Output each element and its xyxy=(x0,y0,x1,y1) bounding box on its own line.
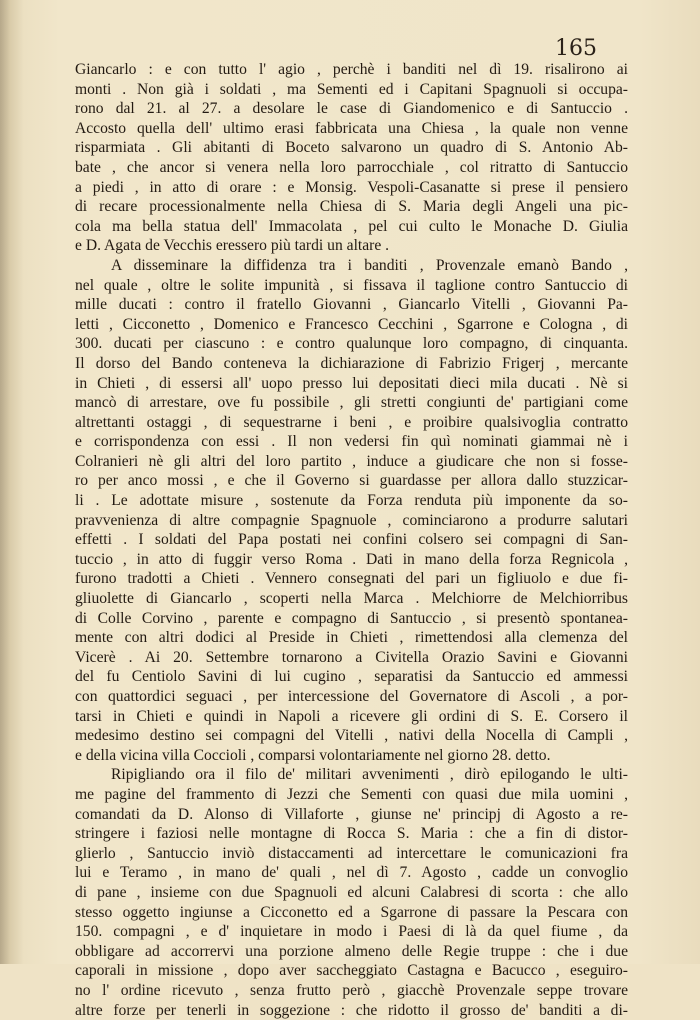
page-number: 165 xyxy=(555,36,597,61)
text-line: Ripigliando ora il filo de' militari avvenimenti , dirò epilogando le ulti- xyxy=(75,765,628,785)
text-line: mancò di arrestare, ove fu possibile , gli stretti congiunti de' partigiani come xyxy=(75,393,628,413)
text-line: letti , Cicconetto , Domenico e Francesco Cecchini , Sgarrone e Cologna , di xyxy=(75,315,628,335)
text-line: A disseminare la diffidenza tra i banditi , Provenzale emanò Bando , xyxy=(75,256,628,276)
text-line: me pagine del frammento di Jezzi che Sementi con quasi due mila uomini , xyxy=(75,785,628,805)
text-line: e corrispondenza con essi . Il non vedersi fin quì nominati giammai nè i xyxy=(75,432,628,452)
text-line: cola ma bella statua dell' Immacolata , pel cui culto le Monache D. Giulia xyxy=(75,217,628,237)
text-line: stringere i faziosi nelle montagne di Rocca S. Maria : che a fin di distor- xyxy=(75,824,628,844)
text-line: di Colle Corvino , parente e compagno di Santuccio , si presentò spontanea- xyxy=(75,609,628,629)
text-line: altre forze per tenerli in soggezione : che ridotto il grosso de' banditi a di- xyxy=(75,1001,628,1020)
text-line: lui e Teramo , in mano de' quali , nel dì 7. Agosto , cadde un convoglio xyxy=(75,863,628,883)
text-line: rono dal 21. al 27. a desolare le case di Giandomenico e di Santuccio . xyxy=(75,99,628,119)
text-line: obbligare ad accorrervi una porzione almeno delle Regie truppe : che i due xyxy=(75,942,628,962)
text-line: nel quale , oltre le solite impunità , si fissava il taglione contro Santuccio di xyxy=(75,276,628,296)
text-line: furono tradotti a Chieti . Vennero consegnati del pari un figliuolo e due fi- xyxy=(75,569,628,589)
text-line: con quattordici seguaci , per intercessione del Governatore di Ascoli , a por- xyxy=(75,687,628,707)
text-line: del fu Centiolo Savini di lui cugino , separatisi da Santuccio ed ammessi xyxy=(75,667,628,687)
text-line: 300. ducati per ciascuno : e contro qualunque loro compagno, di cinquanta. xyxy=(75,334,628,354)
text-line: tarsi in Chieti e quindi in Napoli a ricevere gli ordini di S. E. Corsero il xyxy=(75,707,628,727)
text-line: mente con altri dodici al Preside in Chieti , rimettendosi alla clemenza del xyxy=(75,628,628,648)
text-line: mille ducati : contro il fratello Giovanni , Giancarlo Vitelli , Giovanni Pa- xyxy=(75,295,628,315)
text-line: Giancarlo : e con tutto l' agio , perchè i banditi nel dì 19. risalirono ai xyxy=(75,60,628,80)
text-line: Accosto quella dell' ultimo erasi fabbricata una Chiesa , la quale non venne xyxy=(75,119,628,139)
text-line: bate , che ancor si venera nella loro parrocchiale , col ritratto di Santuccio xyxy=(75,158,628,178)
text-line: effetti . I soldati del Papa postati nei confini colsero sei compagni di San- xyxy=(75,530,628,550)
text-line: 150. compagni , e d' inquietare in modo i Paesi di là da quel fiume , da xyxy=(75,922,628,942)
text-line: risparmiata . Gli abitanti di Boceto salvarono un quadro di S. Antonio Ab- xyxy=(75,138,628,158)
text-line: a piedi , in atto di orare : e Monsig. Vespoli-Casanatte si prese il pensiero xyxy=(75,178,628,198)
text-line: monti . Non già i soldati , ma Sementi ed i Capitani Spagnuoli si occupa- xyxy=(75,80,628,100)
text-line: stesso oggetto ingiunse a Cicconetto ed a Sgarrone di passare la Pescara con xyxy=(75,903,628,923)
text-line: in Chieti , di essersi all' uopo presso lui depositati dieci mila ducati . Nè si xyxy=(75,374,628,394)
body-text xyxy=(75,60,628,1020)
text-line: Il dorso del Bando conteneva la dichiarazione di Fabrizio Frigerj , mercante xyxy=(75,354,628,374)
text-line: glierlo , Santuccio inviò distaccamenti ad intercettare le comunicazioni fra xyxy=(75,844,628,864)
text-line: e D. Agata de Vecchis eressero più tardi un altare . xyxy=(75,236,628,256)
text-line: caporali in missione , dopo aver saccheggiato Castagna e Bacucco , eseguiro- xyxy=(75,961,628,981)
text-line: e della vicina villa Coccioli , comparsi volontariamente nel giorno 28. detto. xyxy=(75,746,628,766)
text-line: di recare processionalmente nella Chiesa di S. Maria degli Angeli una pic- xyxy=(75,197,628,217)
text-line: li . Le adottate misure , sostenute da Forza renduta più imponente da so- xyxy=(75,491,628,511)
text-line: gliuolette di Giancarlo , scoperti nella Marca . Melchiorre de Melchiorribus xyxy=(75,589,628,609)
text-line: medesimo destino sei compagni del Vitelli , nativi della Nocella di Campli , xyxy=(75,726,628,746)
text-line: tuccio , in atto di fuggir verso Roma . Dati in mano della forza Regnicola , xyxy=(75,550,628,570)
text-line: di pane , insieme con due Spagnuoli ed alcuni Calabresi di scorta : che allo xyxy=(75,883,628,903)
text-line: pravvenienza di altre compagnie Spagnuole , cominciarono a produrre salutari xyxy=(75,511,628,531)
text-line: ro per anco mossi , e che il Governo si guardasse per allora dallo stuzzicar- xyxy=(75,471,628,491)
text-line: Vicerè . Ai 20. Settembre tornarono a Civitella Orazio Savini e Giovanni xyxy=(75,648,628,668)
text-line: no l' ordine ricevuto , senza frutto però , giacchè Provenzale seppe trovare xyxy=(75,981,628,1001)
text-line: altrettanti ostaggi , di sequestrarne i beni , e proibire qualsivoglia contratto xyxy=(75,413,628,433)
text-line: Colranieri nè gli altri del loro partito , induce a giudicare che non si fosse- xyxy=(75,452,628,472)
text-line: comandati da D. Alonso di Villaforte , giunse ne' principj di Agosto a re- xyxy=(75,805,628,825)
